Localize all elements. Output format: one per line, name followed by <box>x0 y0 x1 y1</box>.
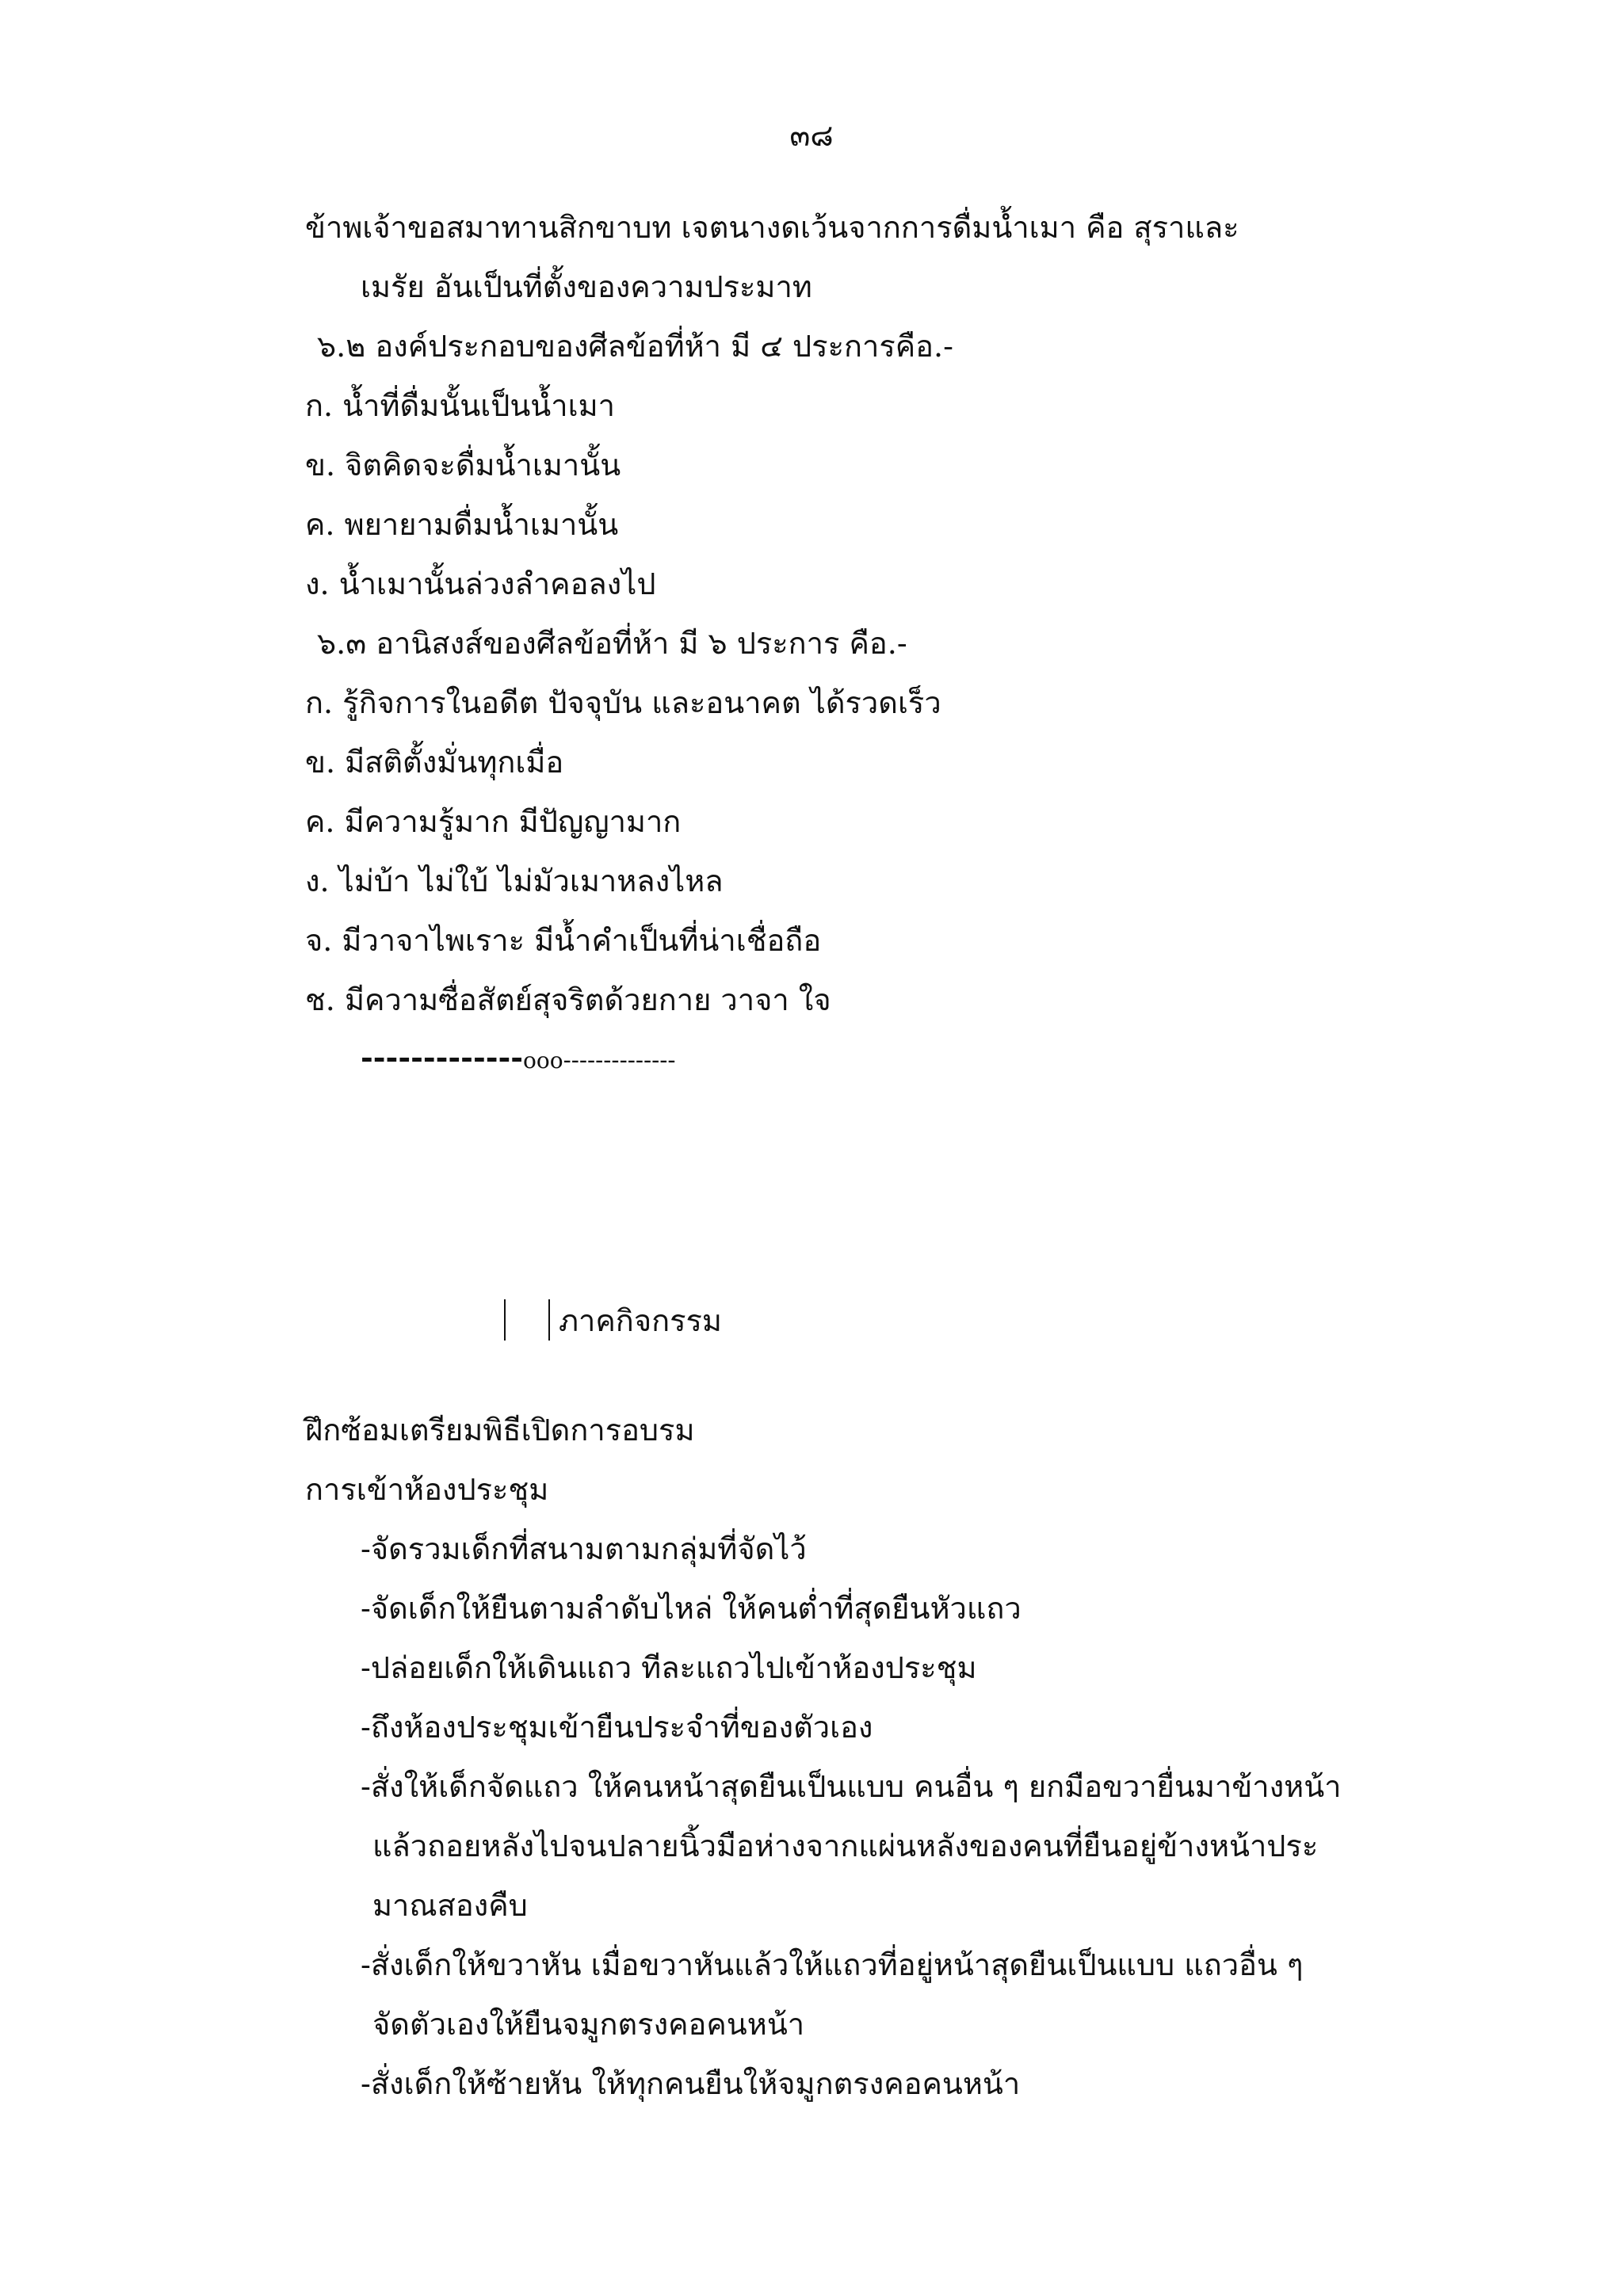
page-number: ๓๘ <box>789 118 834 153</box>
section-heading: ภาคกิจกรรม <box>559 1303 722 1338</box>
divider: -------------ooo-------------- <box>361 1039 676 1075</box>
